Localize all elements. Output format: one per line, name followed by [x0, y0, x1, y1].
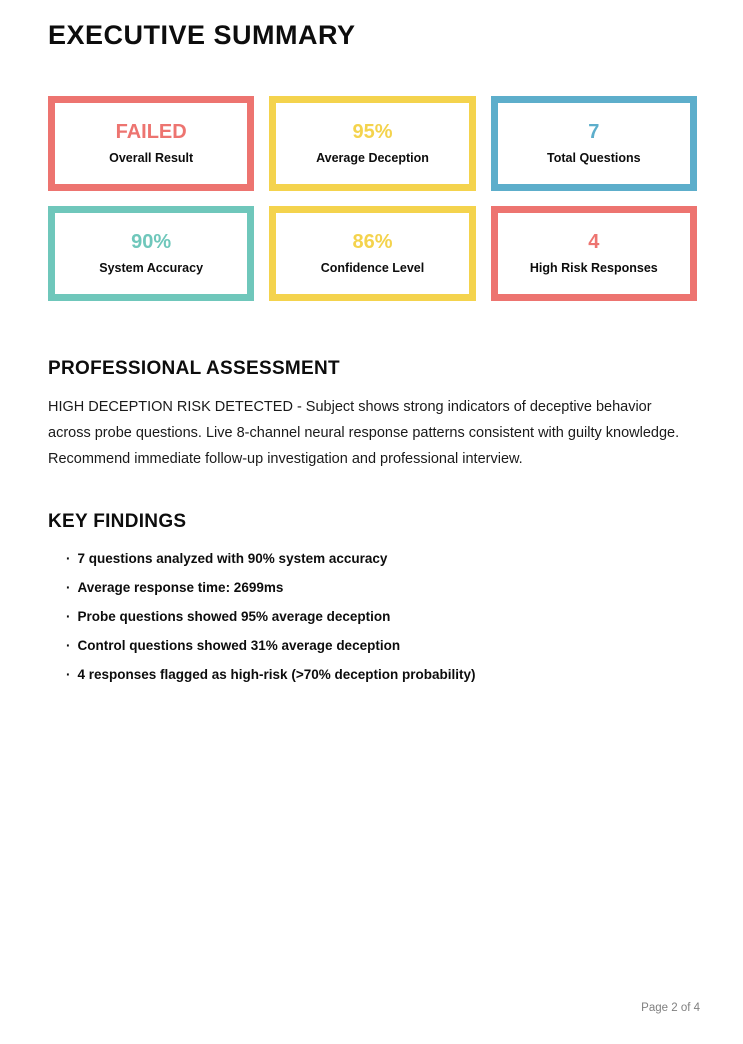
stat-label: Average Deception: [316, 151, 429, 166]
key-findings-heading: KEY FINDINGS: [48, 511, 187, 532]
stat-label: System Accuracy: [99, 261, 204, 276]
finding-item: [66, 668, 697, 682]
stat-label: Total Questions: [547, 151, 641, 166]
stat-card: [491, 206, 697, 301]
stat-value: 7: [588, 121, 600, 144]
finding-text: 7 questions analyzed with 90% system accuracy: [77, 551, 388, 566]
stat-value: FAILED: [115, 121, 187, 144]
finding-text: Probe questions showed 95% average deception: [77, 609, 391, 624]
stat-card: [269, 96, 475, 191]
stat-card: [491, 96, 697, 191]
bullet-icon: ·: [66, 667, 71, 682]
bullet-icon: ·: [66, 638, 71, 653]
assessment-heading: PROFESSIONAL ASSESSMENT: [48, 358, 340, 379]
stat-cards: [48, 96, 697, 301]
page-title: EXECUTIVE SUMMARY: [48, 20, 356, 50]
stat-label: Overall Result: [109, 151, 194, 166]
stat-value: 90%: [131, 231, 172, 254]
finding-item: [66, 639, 697, 653]
bullet-icon: ·: [66, 551, 71, 566]
finding-item: [66, 581, 697, 595]
bullet-icon: ·: [66, 580, 71, 595]
stat-value: 95%: [352, 121, 393, 144]
stat-card: [48, 96, 254, 191]
stat-card: [269, 206, 475, 301]
stat-value: 86%: [352, 231, 393, 254]
finding-text: 4 responses flagged as high-risk (>70% deception probability): [77, 667, 476, 682]
finding-item: [66, 610, 697, 624]
finding-text: Average response time: 2699ms: [77, 580, 284, 595]
bullet-icon: ·: [66, 609, 71, 624]
stat-label: High Risk Responses: [529, 261, 658, 276]
page-number-indicator: Page 2 of 4: [641, 1002, 700, 1014]
stat-label: Confidence Level: [320, 261, 425, 276]
finding-item: [66, 552, 697, 566]
stat-value: 4: [588, 231, 600, 254]
assessment-body-text: HIGH DECEPTION RISK DETECTED - Subject shows strong indicators of deceptive behavior across probe questions. Live 8-channel neural response patterns consistent with guilty knowledge. Recommend immediate follow-up investigation and professional interview.: [48, 399, 680, 467]
stat-card: [48, 206, 254, 301]
finding-text: Control questions showed 31% average deception: [77, 638, 401, 653]
key-findings-list: [48, 552, 697, 682]
